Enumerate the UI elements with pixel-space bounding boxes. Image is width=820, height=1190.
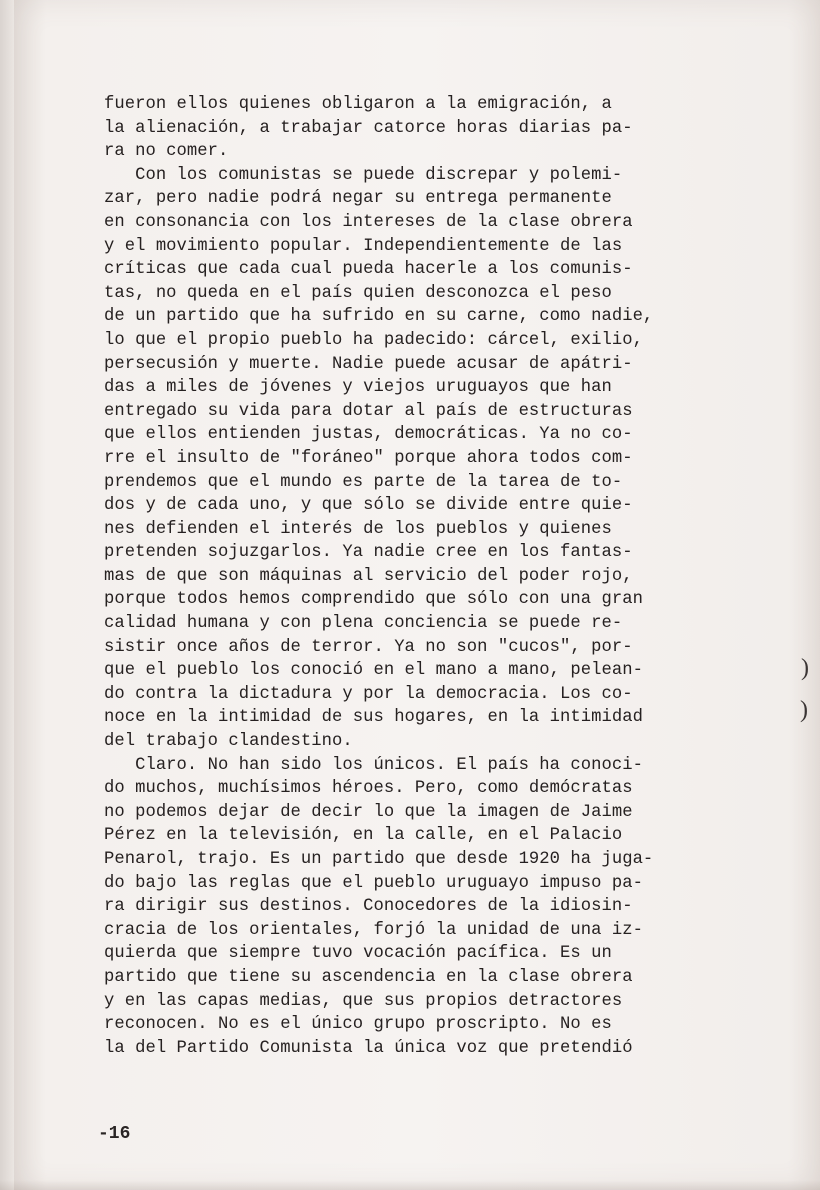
text-line: mas de que son máquinas al servicio del poder rojo,: [104, 566, 633, 586]
text-line: y el movimiento popular. Independientemente de las: [104, 236, 623, 256]
binding-mark-top: ): [801, 655, 809, 681]
text-line: críticas que cada cual pueda hacerle a los comunis-: [104, 260, 633, 280]
text-line: lo que el propio pueblo ha padecido: cárcel, exilio,: [104, 330, 643, 350]
text-line: en consonancia con los intereses de la clase obrera: [104, 212, 633, 232]
text-line: reconocen. No es el único grupo proscripto. No es: [104, 1015, 612, 1035]
text-line: prendemos que el mundo es parte de la tarea de to-: [104, 472, 623, 492]
text-line: partido que tiene su ascendencia en la clase obrera: [104, 967, 633, 987]
text-line: pretenden sojuzgarlos. Ya nadie cree en los fantas-: [104, 543, 633, 563]
page-bottom-shadow: [0, 1180, 820, 1190]
text-line: sistir once años de terror. Ya no son "cucos", por-: [104, 637, 633, 657]
binding-mark-bottom: ): [800, 697, 808, 723]
text-line: rre el insulto de "foráneo" porque ahora todos com-: [104, 448, 633, 468]
text-line: la alienación, a trabajar catorce horas diarias pa-: [104, 118, 633, 138]
text-line: entregado su vida para dotar al país de estructuras: [104, 401, 633, 421]
text-line: quierda que siempre tuvo vocación pacífica. Es un: [104, 944, 612, 964]
text-line: cracia de los orientales, forjó la unidad de una iz-: [104, 920, 643, 940]
page-number: -16: [98, 1124, 131, 1144]
text-line: do bajo las reglas que el pueblo uruguayo impuso pa-: [104, 873, 643, 893]
text-line: tas, no queda en el país quien desconozca el peso: [104, 283, 612, 303]
text-line: ra no comer.: [104, 142, 229, 162]
text-line: que ellos entienden justas, democráticas. Ya no co-: [104, 425, 633, 445]
text-line: y en las capas medias, que sus propios detractores: [104, 991, 623, 1011]
text-line: fueron ellos quienes obligaron a la emigración, a: [104, 95, 612, 114]
text-line: que el pueblo los conoció en el mano a mano, pelean-: [104, 661, 643, 681]
text-line: do contra la dictadura y por la democracia. Los co-: [104, 684, 633, 704]
text-line: ra dirigir sus destinos. Conocedores de la idiosin-: [104, 897, 633, 917]
text-line: Penarol, trajo. Es un partido que desde 1920 ha juga-: [104, 850, 654, 869]
text-line: dos y de cada uno, y que sólo se divide entre quie-: [104, 496, 633, 516]
text-line: Pérez en la televisión, en la calle, en el Palacio: [104, 826, 623, 846]
text-line: Claro. No han sido los únicos. El país ha conoci-: [104, 755, 643, 775]
text-line: no podemos dejar de decir lo que la imagen de Jaime: [104, 802, 633, 822]
text-line: porque todos hemos comprendido que sólo con una gran: [104, 590, 643, 610]
text-line: zar, pero nadie podrá negar su entrega permanente: [104, 189, 612, 209]
body-text: [104, 93, 740, 1060]
page-left-edge: [0, 0, 14, 1190]
text-line: nes defienden el interés de los pueblos y quienes: [104, 519, 612, 539]
text-line: das a miles de jóvenes y viejos uruguayos que han: [104, 378, 612, 398]
text-line: persecusión y muerte. Nadie puede acusar de apátri-: [104, 354, 633, 374]
text-line: calidad humana y con plena conciencia se puede re-: [104, 614, 623, 634]
text-line: del trabajo clandestino.: [104, 732, 353, 752]
text-line: do muchos, muchísimos héroes. Pero, como demócratas: [104, 779, 633, 799]
text-line: noce en la intimidad de sus hogares, en la intimidad: [104, 708, 643, 728]
text-line: la del Partido Comunista la única voz que pretendió: [104, 1038, 633, 1058]
text-line: de un partido que ha sufrido en su carne, como nadie,: [104, 307, 654, 327]
text-line: Con los comunistas se puede discrepar y polemi-: [104, 165, 623, 185]
